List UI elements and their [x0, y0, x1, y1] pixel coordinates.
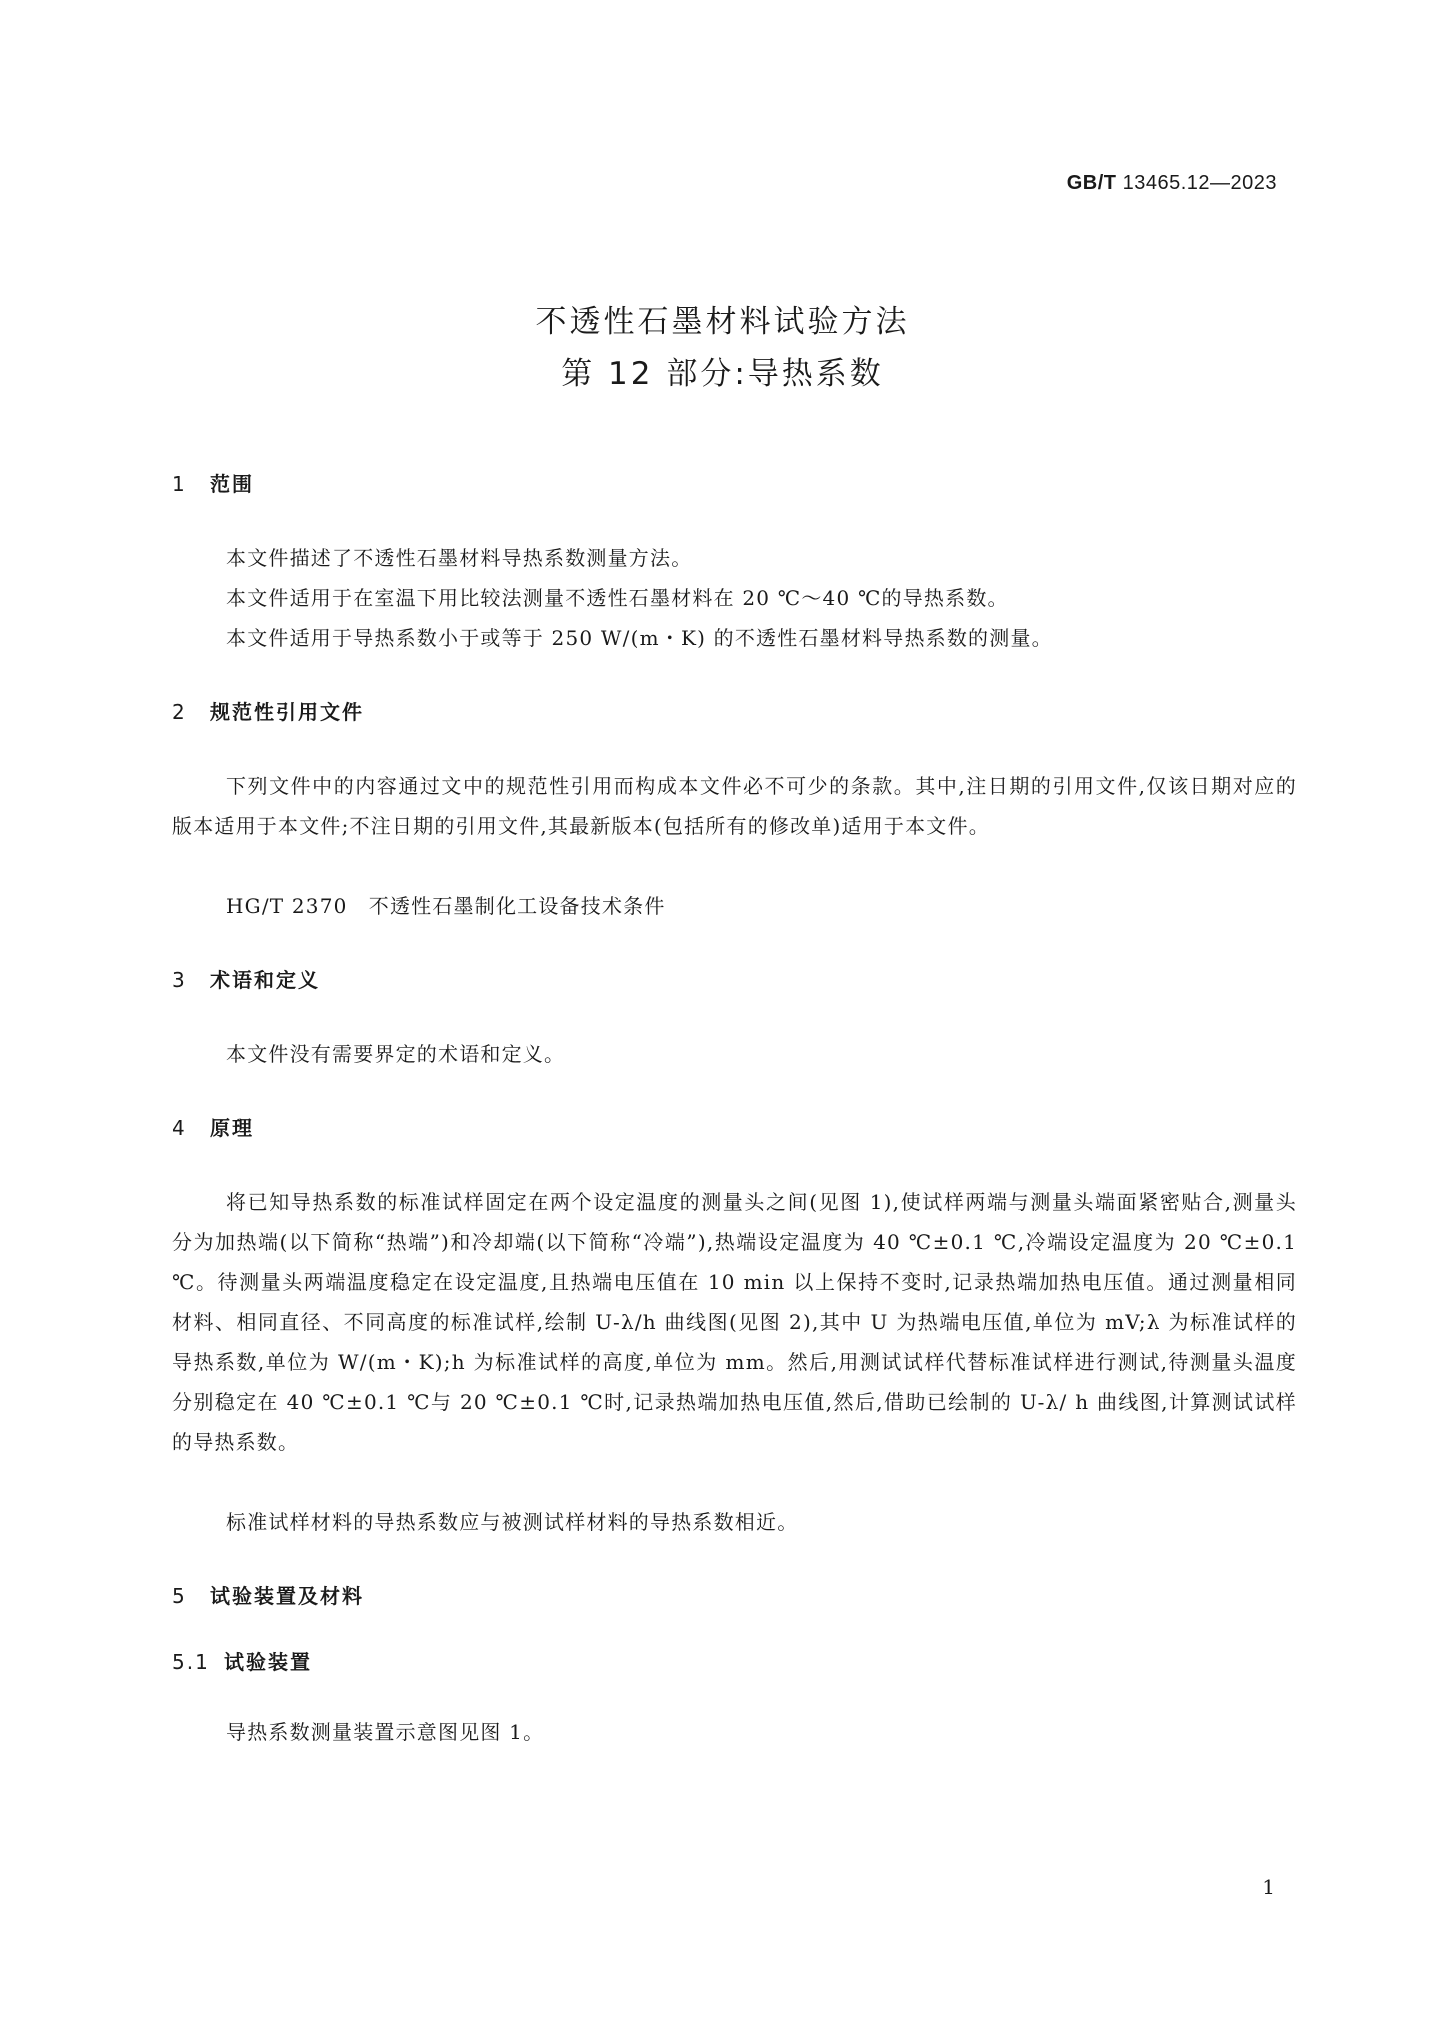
section-5-1-title: 试验装置 [224, 1650, 312, 1674]
section-3-number: 3 [172, 968, 187, 992]
section-3-para-1: 本文件没有需要界定的术语和定义。 [226, 1042, 566, 1066]
section-2-number: 2 [172, 700, 187, 724]
standard-prefix: GB/T [1066, 172, 1117, 194]
document-title: 不透性石墨材料试验方法 [535, 304, 910, 340]
standard-number [1067, 172, 1277, 195]
section-5-number: 5 [172, 1584, 187, 1608]
section-1-para-1: 本文件描述了不透性石墨材料导热系数测量方法。 [226, 546, 693, 570]
standard-code: 13465.12—2023 [1116, 172, 1277, 194]
section-4-heading [172, 1112, 254, 1141]
section-1-number: 1 [172, 472, 187, 496]
section-2-heading [172, 696, 364, 725]
document-subtitle: 第 12 部分:导热系数 [561, 356, 884, 392]
section-5-title: 试验装置及材料 [210, 1584, 364, 1608]
section-1-heading [172, 468, 254, 497]
section-2-para-1: 下列文件中的内容通过文中的规范性引用而构成本文件必不可少的条款。其中,注日期的引用文件,仅该日期对应的版本适用于本文件;不注日期的引用文件,其最新版本(包括所有的修改单)适用于本文件。 [172, 774, 1297, 838]
section-5-1-number: 5.1 [172, 1650, 210, 1674]
section-5-1-heading [172, 1646, 312, 1675]
section-1-para-3: 本文件适用于导热系数小于或等于 250 W/(m・K) 的不透性石墨材料导热系数的测量。 [226, 626, 1053, 650]
section-1-title: 范围 [210, 472, 254, 496]
section-4-para-1: 将已知导热系数的标准试样固定在两个设定温度的测量头之间(见图 1),使试样两端与测量头端面紧密贴合,测量头分为加热端(以下简称“热端”)和冷却端(以下简称“冷端”),热端设定温度为 40 ℃±0.1 ℃,冷端设定温度为 20 ℃±0.1 ℃。待测量头两端温度稳定在设定温度,且热端电压值在 10 min 以上保持不变时,记录热端加热电压值。通过测量相同材料、相同直径、不同高度的标准试样,绘制 U-λ/h 曲线图(见图 2),其中 U 为热端电压值,单位为 mV;λ 为标准试样的导热系数,单位为 W/(m・K);h 为标准试样的高度,单位为 mm。然后,用测试试样代替标准试样进行测试,待测量头温度分别稳定在 40 ℃±0.1 ℃与 20 ℃±0.1 ℃时,记录热端加热电压值,然后,借助已绘制的 U-λ/ h 曲线图,计算测试试样的导热系数。 [172, 1190, 1297, 1454]
section-4-para-2: 标准试样材料的导热系数应与被测试样材料的导热系数相近。 [226, 1510, 799, 1534]
section-2-title: 规范性引用文件 [210, 700, 364, 724]
section-1-para-2: 本文件适用于在室温下用比较法测量不透性石墨材料在 20 ℃～40 ℃的导热系数。 [226, 586, 1009, 610]
section-4-number: 4 [172, 1116, 187, 1140]
section-4-title: 原理 [210, 1116, 254, 1140]
section-2-reference: HG/T 2370 不透性石墨制化工设备技术条件 [226, 894, 666, 918]
section-3-title: 术语和定义 [210, 968, 320, 992]
page-number: 1 [1262, 1875, 1275, 1899]
section-5-1-para-1: 导热系数测量装置示意图见图 1。 [226, 1720, 545, 1744]
section-5-heading [172, 1580, 364, 1609]
section-3-heading [172, 964, 320, 993]
